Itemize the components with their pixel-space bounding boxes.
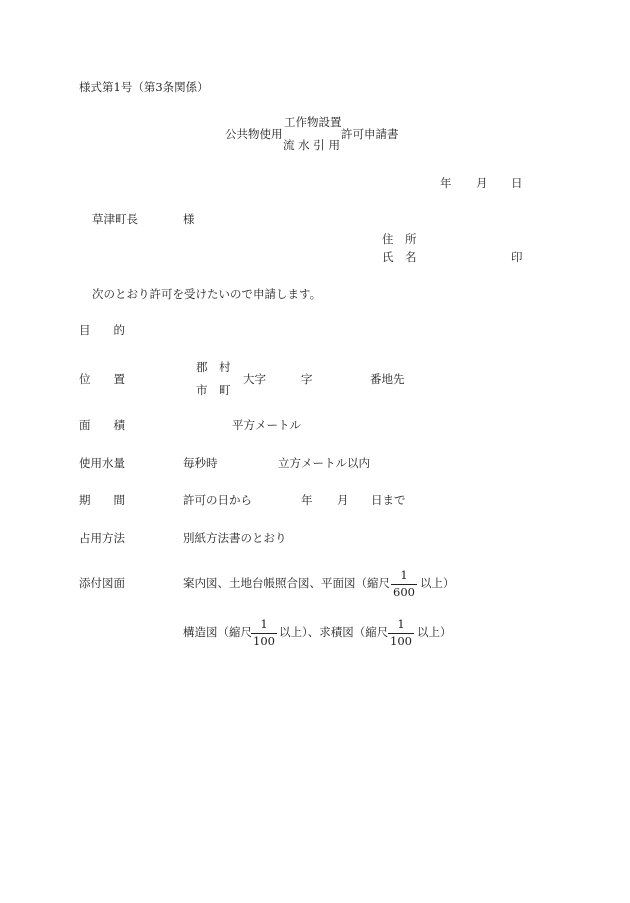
fraction-numerator: 1: [400, 568, 408, 582]
applicant-name-label: 氏 名: [382, 250, 417, 264]
period-year: 年: [301, 493, 313, 507]
attachments-line2-prefix: 構造図（縮尺: [183, 625, 252, 639]
fraction-numerator: 1: [397, 617, 405, 631]
form-number: 様式第1号（第3条関係）: [79, 80, 209, 94]
addressee-honorific: 様: [183, 212, 195, 226]
attachments-line1-suffix: 以上）: [420, 576, 455, 590]
scale-fraction-1-100-a: [251, 619, 277, 647]
title-top: 工作物設置: [284, 115, 342, 129]
date-year: 年: [440, 176, 452, 190]
period-month: 月: [337, 493, 349, 507]
period-until: 日まで: [371, 493, 406, 507]
area-unit: 平方メートル: [232, 418, 301, 432]
attachments-line1-prefix: 案内図、土地台帳照合図、平面図（縮尺: [183, 576, 390, 590]
location-aza: 字: [301, 372, 313, 386]
title-bottom: 流 水 引 用: [283, 138, 340, 152]
attachments-label: 添付図面: [79, 576, 125, 590]
attachments-line2-mid: 以上）、求積図（縮尺: [279, 625, 389, 639]
fraction-denominator: 600: [393, 584, 415, 599]
scale-fraction-1-600: [391, 570, 417, 598]
intro-text: 次のとおり許可を受けたいので申請します。: [92, 287, 322, 301]
title-left: 公共物使用: [225, 127, 283, 141]
location-gun-son: 郡 村: [196, 360, 231, 374]
scale-fraction-1-100-b: [388, 619, 414, 647]
water-label: 使用水量: [79, 456, 125, 470]
location-label: 位 置: [79, 372, 125, 386]
period-from: 許可の日から: [183, 493, 252, 507]
fraction-denominator: 100: [253, 633, 275, 648]
location-shi-cho: 市 町: [196, 383, 231, 397]
area-label: 面 積: [79, 418, 125, 432]
fraction-denominator: 100: [390, 633, 412, 648]
date-day: 日: [511, 176, 523, 190]
date-month: 月: [476, 176, 488, 190]
addressee-name: 草津町長: [92, 212, 138, 226]
method-value: 別紙方法書のとおり: [183, 531, 287, 545]
location-banchi: 番地先: [370, 372, 405, 386]
water-unit: 立方メートル以内: [278, 456, 370, 470]
purpose-label: 目 的: [79, 323, 125, 337]
period-label: 期 間: [79, 493, 125, 507]
water-per: 毎秒時: [183, 456, 218, 470]
title-right: 許可申請書: [341, 127, 399, 141]
location-oaza: 大字: [243, 372, 266, 386]
attachments-line2-suffix: 以上）: [417, 625, 452, 639]
seal-mark: 印: [511, 250, 523, 264]
method-label: 占用方法: [79, 531, 125, 545]
applicant-address-label: 住 所: [382, 232, 417, 246]
fraction-numerator: 1: [260, 617, 268, 631]
